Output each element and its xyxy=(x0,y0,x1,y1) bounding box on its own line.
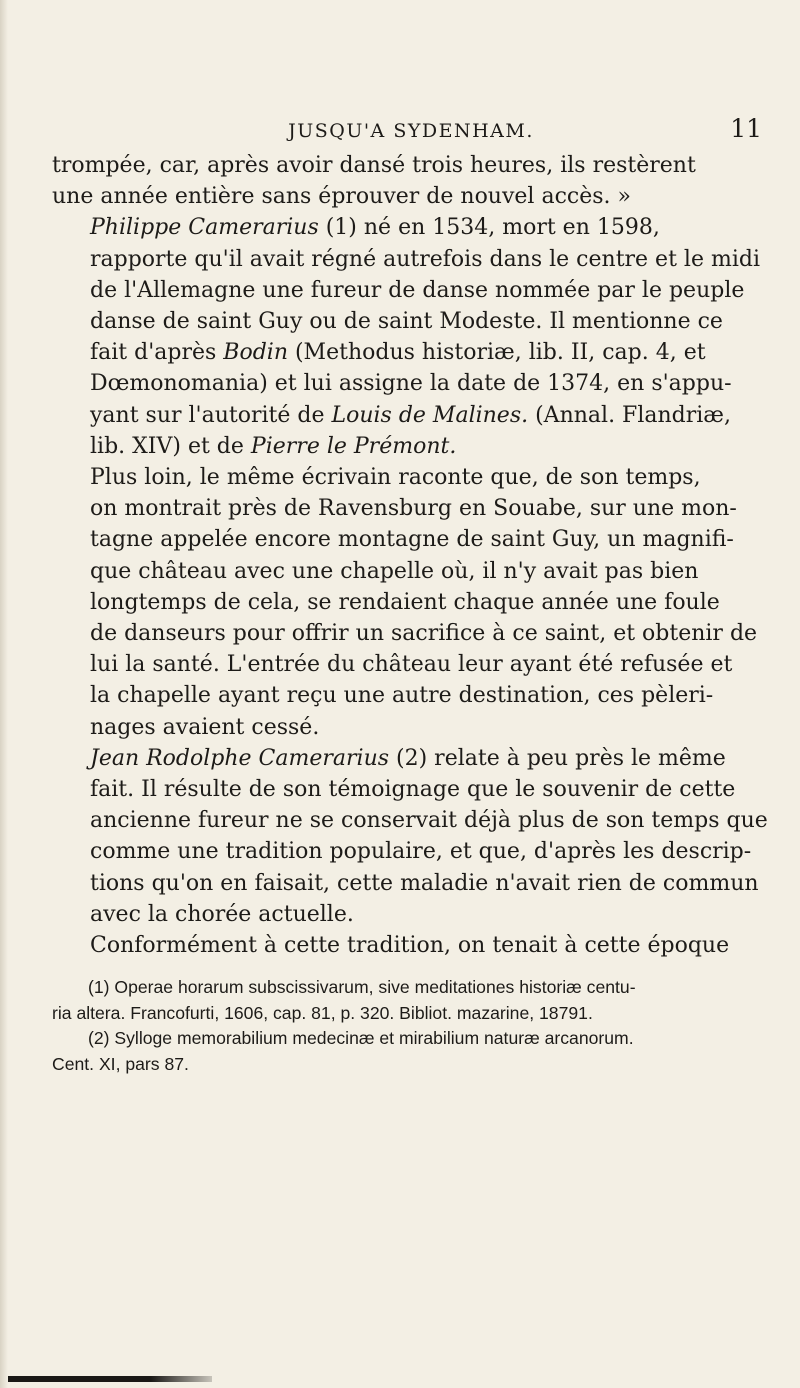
running-head xyxy=(52,110,770,150)
text-line: on montrait près de Ravensburg en Souabe, sur une mon- xyxy=(90,496,737,522)
footnote-2-cont xyxy=(52,1052,770,1078)
page-number: 11 xyxy=(730,114,762,143)
text-line: lui la santé. L'entrée du château leur ayant été refusée et xyxy=(90,652,733,678)
text-line: la chapelle ayant reçu une autre destination, ces pèleri- xyxy=(90,683,714,709)
paragraph-1 xyxy=(52,150,770,212)
text-line: tions qu'on en faisait, cette maladie n'avait rien de commun xyxy=(90,870,759,896)
text-line: danse de saint Guy ou de saint Modeste. Il mentionne ce xyxy=(90,309,723,335)
footnote-2 xyxy=(52,1026,770,1052)
paragraph-5 xyxy=(52,930,770,961)
text-line: (1) Operae horarum subscissivarum, sive meditationes historiæ centu- xyxy=(88,977,636,998)
body-text xyxy=(52,150,770,961)
footnotes xyxy=(52,975,770,1077)
scan-edge-bar xyxy=(8,1376,212,1382)
author-name: Jean Rodolphe Camerarius xyxy=(90,745,390,771)
text-line: yant sur l'autorité de Louis de Malines. (Annal. Flandriæ, xyxy=(90,402,731,428)
page-edge-shadow xyxy=(0,0,8,1388)
text-line: longtemps de cela, se rendaient chaque année une foule xyxy=(90,589,720,615)
text-line: nages avaient cessé. xyxy=(90,714,320,740)
text-line: une année entière sans éprouver de nouvel accès. » xyxy=(52,184,631,210)
footnote-1 xyxy=(52,975,770,1001)
text-line: ria altera. Francofurti, 1606, cap. 81, p. 320. Bibliot. mazarine, 18791. xyxy=(52,1002,593,1023)
text-line: Dœmonomania) et lui assigne la date de 1374, en s'appu- xyxy=(90,371,732,397)
text-line: trompée, car, après avoir dansé trois heures, ils restèrent xyxy=(52,153,696,178)
author-name: Bodin xyxy=(223,340,288,366)
text-line: Plus loin, le même écrivain raconte que, de son temps, xyxy=(90,465,701,491)
author-name: Philippe Camerarius xyxy=(90,215,319,241)
text-line: lib. XIV) et de Pierre le Prémont. xyxy=(90,433,457,459)
text-line: (2) Sylloge memorabilium medecinæ et mirabilium naturæ arcanorum. xyxy=(88,1028,634,1049)
text-line: Cent. XI, pars 87. xyxy=(52,1053,189,1074)
author-name: Pierre le Prémont. xyxy=(250,433,457,459)
paragraph-3 xyxy=(52,462,770,743)
text-line: tagne appelée encore montagne de saint Guy, un magnifi- xyxy=(90,527,734,553)
text-line: comme une tradition populaire, et que, d'après les descrip- xyxy=(90,839,752,865)
text-line: fait. Il résulte de son témoignage que le souvenir de cette xyxy=(90,777,736,803)
book-page xyxy=(52,110,770,1077)
text-line: que château avec une chapelle où, il n'y avait pas bien xyxy=(90,558,699,584)
paragraph-4 xyxy=(52,743,770,930)
author-name: Louis de Malines. xyxy=(331,402,529,428)
text-line: ancienne fureur ne se conservait déjà plus de son temps que xyxy=(90,808,768,834)
text-line: Jean Rodolphe Camerarius (2) relate à peu près le même xyxy=(90,745,726,771)
running-title: JUSQU'A SYDENHAM. xyxy=(288,120,534,142)
text-line: rapporte qu'il avait régné autrefois dans le centre et le midi xyxy=(90,246,760,272)
text-line: avec la chorée actuelle. xyxy=(90,901,354,927)
paragraph-2 xyxy=(52,212,770,462)
text-line: de l'Allemagne une fureur de danse nommée par le peuple xyxy=(90,277,745,303)
footnote-1-cont xyxy=(52,1001,770,1027)
text-line: de danseurs pour offrir un sacrifice à ce saint, et obtenir de xyxy=(90,621,758,647)
text-line: fait d'après Bodin (Methodus historiæ, lib. II, cap. 4, et xyxy=(90,340,706,366)
text-line: Philippe Camerarius (1) né en 1534, mort en 1598, xyxy=(90,215,660,241)
text-line: Conformément à cette tradition, on tenait à cette époque xyxy=(90,933,730,959)
